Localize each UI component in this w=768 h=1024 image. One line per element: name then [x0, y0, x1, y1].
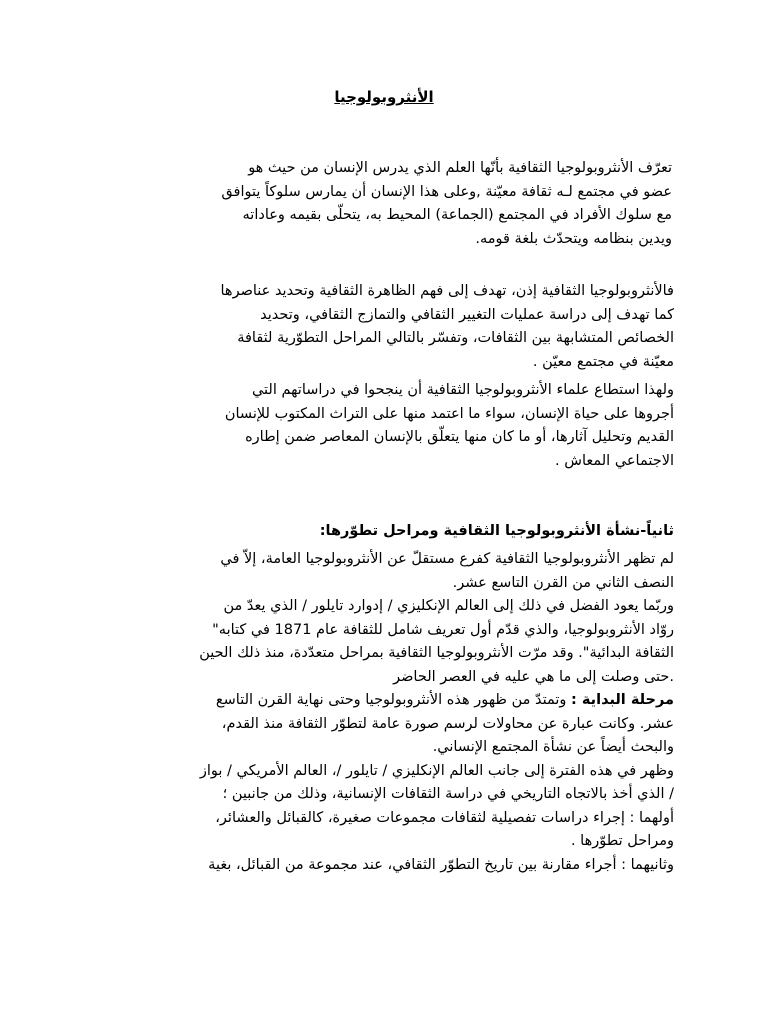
stage-text: وتمتدّ من ظهور هذه الأنثروبولوجيا وحتى نهاية القرن التاسع [215, 692, 567, 708]
text-line: كما تهدف إلى دراسة عمليات التغيير الثقافي والتمازج الثقافي، وتحديد [260, 306, 674, 323]
text-line: القديم وتحليل آثارها، أو ما كان منها يتعلّق بالإنسان المعاصر ضمن إطاره [245, 429, 674, 445]
text-line: وربّما يعود الفضل في ذلك إلى العالم الإنكليزي / إدوارد تايلور / الذي يعدّ من [223, 598, 674, 614]
text-line: مع سلوك الأفراد في المجتمع (الجماعة) المحيط به، يتحلّى بقيمه وعاداته [242, 207, 672, 223]
text-line: روّاد الأنثروبولوجيا، والذي قدّم أول تعريف شامل للثقافة عام 1871 في كتابه" [212, 621, 674, 638]
text-line: أجروها على حياة الإنسان، سواء ما اعتمد منها على التراث المكتوب للإنسان [224, 405, 674, 422]
section-heading: ثانياً-نشأة الأنثروبولوجيا الثقافية ومراحل تطوّرها: [319, 523, 674, 539]
text-line: النصف الثاني من القرن التاسع عشر. [452, 574, 674, 591]
text-line: .حتى وصلت إلى ما هي عليه في العصر الحاضر [393, 668, 674, 685]
paragraph-studies [100, 379, 674, 473]
text-line: الخصائص المتشابهة بين الثقافات، وتفسّر بالتالي المراحل التطوّرية لثقافة [237, 330, 674, 346]
text-line: فالأنثروبولوجيا الثقافية إذن، تهدف إلى فهم الظاهرة الثقافية وتحديد عناصرها [220, 283, 674, 299]
paragraph-definition [102, 157, 672, 251]
text-line: وظهر في هذه الفترة إلى جانب العالم الإنكليزي / تايلور /، العالم الأمريكي / بواز [199, 762, 674, 779]
text-line: وثانيهما : أجراء مقارنة بين تاريخ التطوّر الثقافي، عند مجموعة من القبائل، بغية [208, 856, 674, 873]
text-line: لم تظهر الأنثروبولوجيا الثقافية كفرع مستقلّ عن الأنثروبولوجيا العامة، إلاّ في [220, 551, 674, 567]
text-line: معيّنة في مجتمع معيّن . [532, 353, 674, 370]
text-line: الاجتماعي المعاش . [555, 452, 674, 469]
text-line: ويدين بنظامه ويتحدّث بلغة قومه. [475, 230, 672, 247]
text-line: ولهذا استطاع علماء الأنثروبولوجيا الثقافية أن ينجحوا في دراساتهم التي [251, 382, 674, 398]
text-line: تعرّف الأنثروبولوجيا الثقافية بأنّها العلم الذي يدرس الإنسان من حيث هو [248, 160, 672, 176]
text-line: عشر. وكانت عبارة عن محاولات لرسم صورة عامة لتطوّر الثقافة منذ القدم، [221, 715, 674, 732]
stage-label: مرحلة البداية : [571, 692, 674, 708]
text-line: الثقافة البدائية". وقد مرّت الأنثروبولوجيا الثقافية بمراحل متعدّدة، منذ ذلك الحين [199, 645, 674, 661]
text-line: / الذي أخذ بالاتجاه التاريخي في دراسة الثقافات الإنسانية، وذلك من جانبين ؛ [222, 786, 674, 802]
text-line [100, 689, 674, 713]
text-line: والبحث أيضاً عن نشأة المجتمع الإنساني. [432, 739, 674, 755]
paragraph-goals [100, 280, 674, 374]
text-line: أولهما : إجراء دراسات تفصيلية لثقافات مجموعات صغيرة، كالقبائل والعشائر، [215, 809, 674, 826]
document-title: الأنثروبولوجيا [334, 88, 434, 106]
section-body [100, 548, 674, 877]
text-line: عضو في مجتمع لـه ثقافة معيّنة ,وعلى هذا الإنسان أن يمارس سلوكاً يتوافق [221, 183, 672, 200]
text-line: ومراحل تطوّرها . [570, 833, 674, 849]
